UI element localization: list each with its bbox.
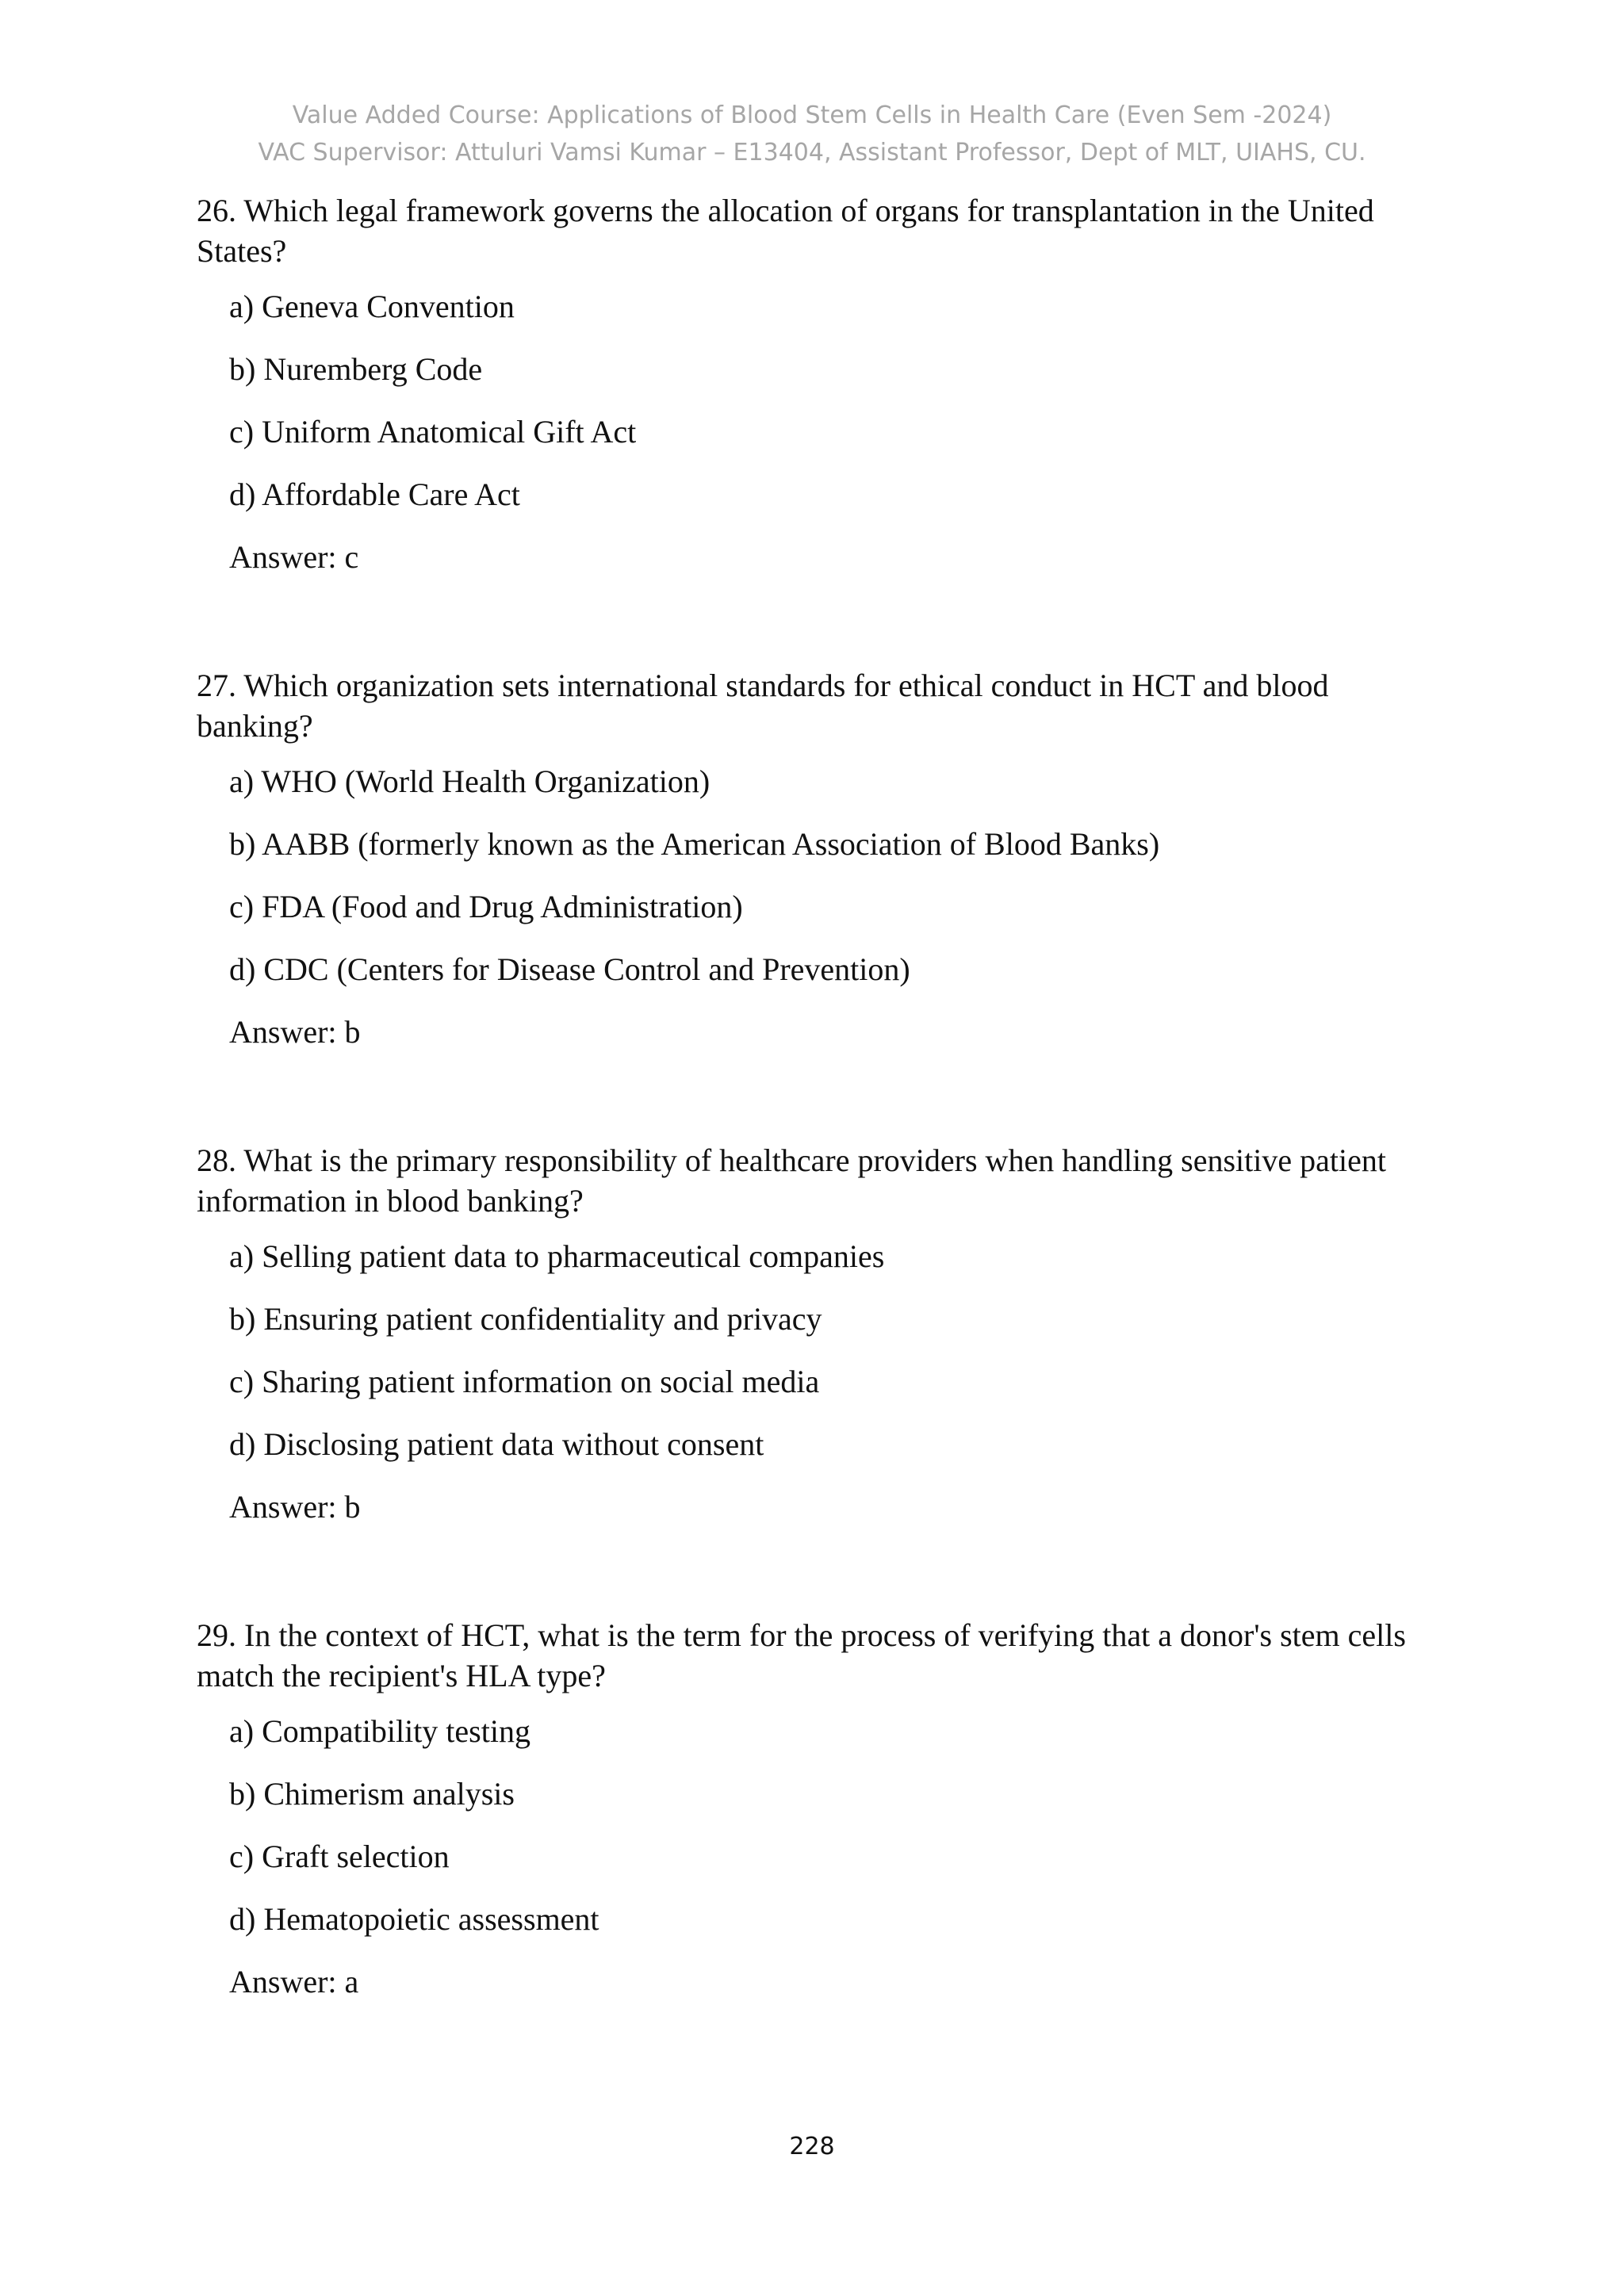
page-number: 228 bbox=[789, 2133, 835, 2160]
option-a: a) Geneva Convention bbox=[229, 289, 515, 324]
question-26 bbox=[197, 190, 1450, 577]
option-d: d) Disclosing patient data without consent bbox=[229, 1426, 764, 1462]
question-text: 29. In the context of HCT, what is the term for the process of verifying that a donor's stem cells match the recipient's HLA type? bbox=[197, 1617, 1406, 1693]
option-c: c) Graft selection bbox=[229, 1839, 450, 1874]
option-a: a) Selling patient data to pharmaceutical companies bbox=[229, 1238, 885, 1274]
answer: Answer: b bbox=[229, 1489, 361, 1525]
answer: Answer: b bbox=[229, 1014, 361, 1050]
option-b: b) Nuremberg Code bbox=[229, 351, 483, 387]
question-29 bbox=[197, 1615, 1450, 2002]
question-28 bbox=[197, 1140, 1450, 1527]
header-course-title: Value Added Course: Applications of Blood Stem Cells in Health Care (Even Sem -2024) bbox=[292, 101, 1332, 129]
question-list bbox=[197, 190, 1450, 2002]
option-b: b) Ensuring patient confidentiality and privacy bbox=[229, 1301, 822, 1337]
option-d: d) Hematopoietic assessment bbox=[229, 1901, 599, 1937]
question-text: 28. What is the primary responsibility of healthcare providers when handling sensitive patient information in blood banking? bbox=[197, 1142, 1386, 1219]
option-c: c) FDA (Food and Drug Administration) bbox=[229, 889, 743, 924]
option-d: d) Affordable Care Act bbox=[229, 476, 520, 512]
option-a: a) Compatibility testing bbox=[229, 1713, 530, 1749]
option-a: a) WHO (World Health Organization) bbox=[229, 763, 710, 799]
option-b: b) AABB (formerly known as the American Association of Blood Banks) bbox=[229, 826, 1160, 862]
option-d: d) CDC (Centers for Disease Control and Prevention) bbox=[229, 951, 910, 987]
page-header bbox=[0, 97, 1624, 171]
answer: Answer: a bbox=[229, 1964, 359, 1999]
option-c: c) Sharing patient information on social media bbox=[229, 1364, 820, 1399]
option-b: b) Chimerism analysis bbox=[229, 1776, 515, 1812]
header-supervisor: VAC Supervisor: Attuluri Vamsi Kumar – E13404, Assistant Professor, Dept of MLT, UIAHS, CU. bbox=[258, 139, 1366, 166]
answer: Answer: c bbox=[229, 539, 359, 575]
question-text: 26. Which legal framework governs the allocation of organs for transplantation in the United States? bbox=[197, 193, 1374, 269]
question-27 bbox=[197, 665, 1450, 1052]
option-c: c) Uniform Anatomical Gift Act bbox=[229, 414, 637, 450]
question-text: 27. Which organization sets international standards for ethical conduct in HCT and blood banking? bbox=[197, 668, 1329, 744]
